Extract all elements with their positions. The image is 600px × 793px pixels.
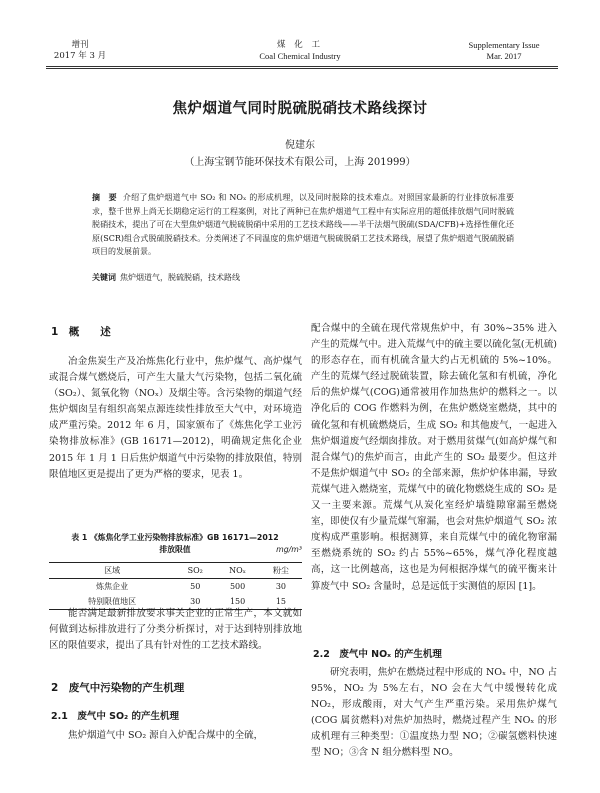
table-cell: 炼焦企业 [96, 582, 129, 591]
section-1-body-2 [49, 606, 302, 654]
table-cell: 30 [175, 594, 215, 610]
issue-date: 2017 年 3 月 [53, 51, 107, 61]
abstract [92, 191, 514, 259]
table-header-row [49, 563, 302, 579]
table-1-caption [70, 532, 302, 556]
issue-date-en: Mar. 2017 [486, 51, 522, 61]
issue-type-en: Supplementary Issue [468, 40, 540, 50]
keywords-label: 关键词 [92, 273, 116, 282]
header-rule [46, 66, 558, 67]
section-2-1-paragraph-1: 焦炉烟道气中 SO₂ 源自入炉配合煤中的全硫， [68, 730, 264, 741]
section-1-heading: 1 概 述 [51, 326, 111, 338]
table-cell: 特别限值地区 [49, 594, 175, 610]
table-cell: 50 [190, 582, 201, 591]
section-2-2-body [311, 665, 557, 762]
table-cell: 15 [260, 594, 302, 610]
header-rule-2 [46, 68, 558, 69]
table-1-caption-text: 表 1 《炼焦化学工业污染物排放标准》GB 16171—2012 排放限值 [71, 533, 279, 554]
author: 倪建东 [285, 140, 315, 151]
journal-name-cn: 煤 化 工 [277, 40, 323, 50]
table-1-unit: mg/m³ [276, 545, 302, 554]
keywords-text: 焦炉烟道气，脱硫脱硝，技术路线 [120, 273, 240, 282]
abstract-text: 介绍了焦炉烟道气中 SO₂ 和 NOₓ 的形成机理，以及同时脱除的技术难点。对照国家最新的行业排放标准要求，整千世界上尚无长期稳定运行的工程案例，对比了两种已在焦炉烟道气工程中有实际应用的超低排放烟气同时脱硫脱硝技术，提出了可在大型焦炉烟道气脱硫脱硝中采用的工艺技术路线——半干法烟气脱硫(SDA/CFB)+选择性催化还原(SCR)组合式脱硫脱硝技术。分类阐述了不同温度的焦炉烟道气脱硫脱硝工艺技术路线，展望了焦炉烟道气脱硫脱硝项目的发展前景。 [92, 193, 514, 257]
table-cell: 150 [215, 594, 260, 610]
section-2-2-paragraph-1: 研究表明，焦炉在燃烧过程中形成的 NOₓ 中，NO 占 95%，NO₂ 为 5%左右，NO 会在大气中缓慢转化成 NO₂，形成酸雨，对大气产生严重污染。采用焦炉煤气(COG 属贫燃料)对焦炉加热时，燃烧过程产生 NOₓ 的形成机理有三种类型：①温度热力型 NO；②碳氢燃料快速型 NO；③含 N 组分燃料型 NO。 [311, 667, 557, 759]
table-header-cell: 区域 [49, 563, 175, 579]
section-2-1-body [49, 728, 302, 744]
right-paragraph-1: 配合煤中的全硫在现代常规焦炉中，有 30%~35% 进入产生的荒煤气中。进入荒煤气中的硫主要以硫化氢(无机硫)的形态存在，而有机硫含量大约占无机硫的 5%~10%。产生的荒煤气经过脱硫装置，除去硫化氢和有机硫，净化后的焦炉煤气(COG)通常被用作加热焦炉的燃料之一。以净化后的 COG 作燃料为例，在焦炉燃烧室燃烧，其中的硫化氢和有机硫燃烧后，生成 SO₂ 和其他废气，一起进入焦炉烟道废气经烟囱排放。对于燃用贫煤气(如高炉煤气和混合煤气)的焦炉而言，由此产生的 SO₂ 最要少。但这并不是焦炉烟道气中 SO₂ 的全部来源，焦炉炉体串漏，导致荒煤气进入燃烧室，荒煤气中的硫化物燃烧生成的 SO₂ 是又一主要来源。荒煤气从炭化室经炉墙缝隙窜漏至燃烧室，即使仅有少量荒煤气窜漏，也会对焦炉烟道气 SO₂ 浓度构成严重影响。根据测算，来自荒煤气中的硫化物窜漏至燃烧系统的 SO₂ 约占 55%~65%，煤气净化程度越高，这一比例越高，这也是为何根据净煤气的硫平衡来计算废气中 SO₂ 含量时，总是远低于实测值的原因 [1]。 [311, 323, 557, 592]
table-cell: 30 [275, 582, 287, 591]
section-2-2-heading: 2.2 废气中 NOₓ 的产生机理 [313, 649, 442, 660]
table-header-cell: 粉尘 [260, 563, 302, 579]
table-cell: 500 [229, 582, 246, 591]
table-row [49, 579, 302, 595]
table-header-cell: NOₓ [215, 563, 260, 579]
section-2-1-heading: 2.1 废气中 SO₂ 的产生机理 [51, 711, 180, 722]
journal-name-en: Coal Chemical Industry [259, 51, 341, 61]
affiliation: （上海宝钢节能环保技术有限公司，上海 201999） [184, 157, 416, 168]
journal-issue-info-en [454, 40, 554, 62]
section-1-body [49, 354, 302, 483]
keywords [92, 272, 514, 284]
section-2-heading: 2 废气中污染物的产生机理 [51, 682, 185, 694]
table-header-cell: SO₂ [175, 563, 215, 579]
emission-limits-table [49, 562, 302, 610]
issue-type: 增刊 [71, 40, 89, 50]
section-1-paragraph-2: 能否满足最新排放要求事关企业的正常生产，本文就如何做到达标排放进行了分类分析探讨，对于达到特别排放地区的限值要求，提出了具有针对性的工艺技术路线。 [49, 608, 302, 652]
paper-title: 焦炉烟道气同时脱硫脱硝技术路线探讨 [172, 101, 428, 117]
section-1-paragraph-1: 冶金焦炭生产及冶炼焦化行业中，焦炉煤气、高炉煤气或混合煤气燃烧后，可产生大量大气污染物，包括二氧化硫（SO₂）、氮氧化物（NOₓ）及烟尘等。含污染物的烟道气经焦炉烟囱呈有组织高架点源连续性排放至大气中，对环境造成严重污染。2012 年 6 月，国家颁布了《炼焦化学工业污染物排放标准》(GB 16171—2012)，明确规定焦化企业 2015 年 1 月 1 日后焦炉烟道气中污染物的排放限值，特别限值地区更是提出了更为严格的要求，见表 1。 [49, 356, 302, 480]
journal-issue-info [50, 40, 110, 62]
journal-name [240, 40, 360, 62]
right-column-body [311, 321, 557, 595]
abstract-label: 摘 要 [92, 193, 117, 202]
